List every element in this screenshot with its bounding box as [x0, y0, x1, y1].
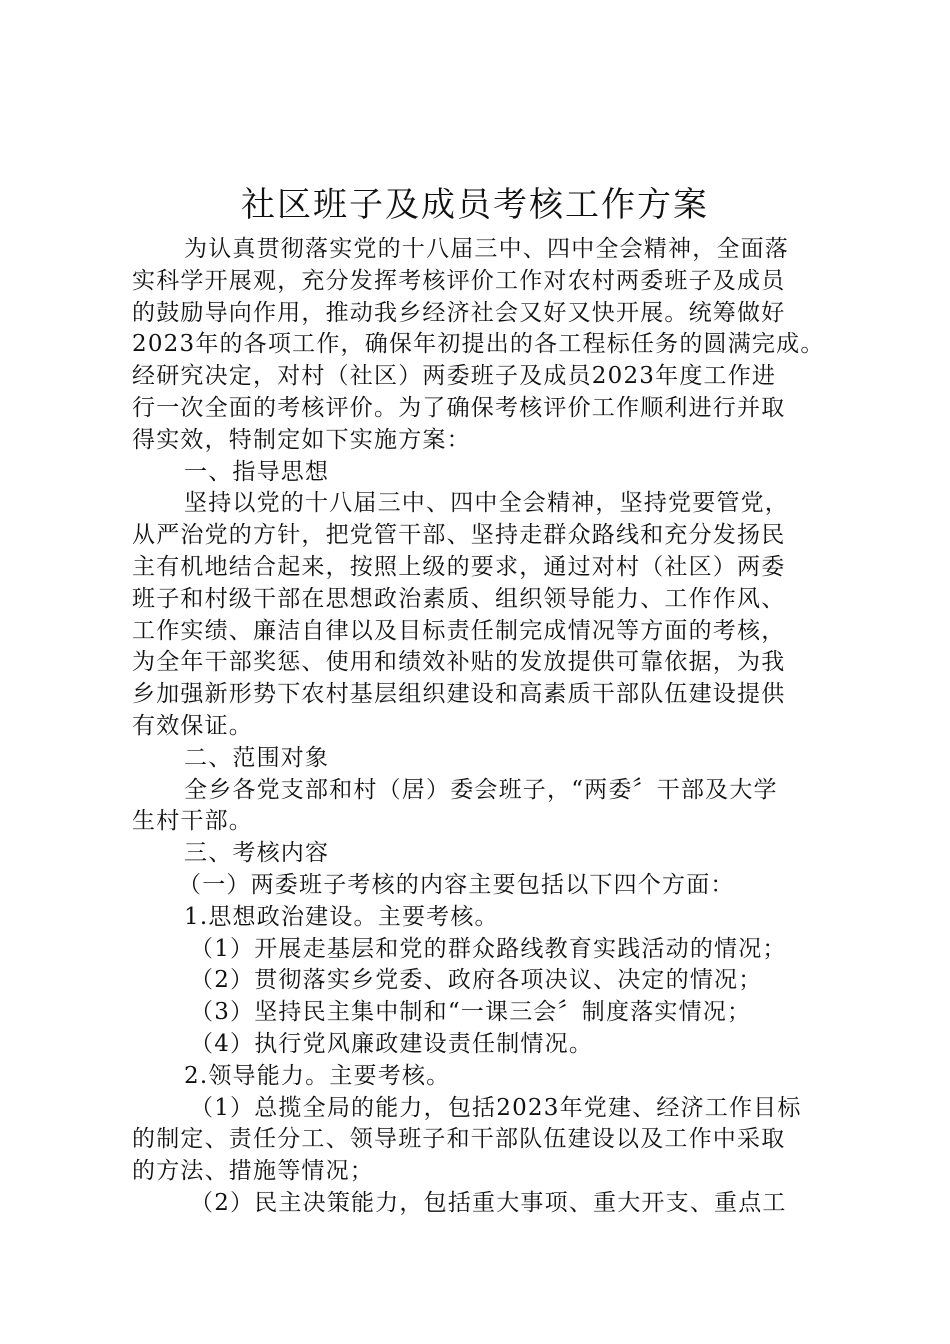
paragraph-line: 为全年干部奖惩、使用和绩效补贴的发放提供可靠依据，为我 — [132, 649, 786, 676]
paragraph-line: 从严治党的方针，把党管干部、坚持走群众路线和充分发扬民 — [132, 522, 786, 549]
list-item: （2）贯彻落实乡党委、政府各项决议、决定的情况； — [190, 967, 763, 994]
list-item: （2）民主决策能力，包括重大事项、重大开支、重点工 — [190, 1189, 787, 1216]
paragraph-line: 为认真贯彻落实党的十八届三中、四中全会精神，全面落 — [184, 236, 789, 262]
paragraph-line: 的制定、责任分工、领导班子和干部队伍建设以及工作中采取 — [132, 1126, 786, 1153]
paragraph-line: 生村干部。 — [132, 808, 253, 835]
document-title: 社区班子及成员考核工作方案 — [241, 185, 709, 225]
paragraph-line: 的鼓励导向作用，推动我乡经济社会又好又快开展。统筹做好 — [132, 299, 786, 326]
list-item: （1）总揽全局的能力，包括2023年党建、经济工作目标 — [190, 1094, 802, 1121]
paragraph-line: 工作实绩、廉洁自律以及目标责任制完成情况等方面的考核， — [132, 617, 786, 644]
list-item: （3）坚持民主集中制和“一课三会〞制度落实情况； — [190, 999, 752, 1026]
paragraph-line: 班子和村级干部在思想政治素质、组织领导能力、工作作风、 — [132, 585, 786, 612]
paragraph-line: 2023年的各项工作，确保年初提出的各工程标任务的圆满完成。 — [132, 331, 825, 358]
paragraph-line: 经研究决定，对村（社区）两委班子及成员2023年度工作进 — [132, 363, 777, 390]
document-body — [132, 234, 832, 1220]
paragraph-line: 实科学开展观，充分发挥考核评价工作对农村两委班子及成员 — [132, 267, 786, 294]
section-heading: 三、考核内容 — [184, 840, 330, 867]
list-item: （1）开展走基层和党的群众路线教育实践活动的情况； — [190, 935, 787, 962]
paragraph-line: 得实效，特制定如下实施方案： — [132, 426, 471, 453]
paragraph-line: 坚持以党的十八届三中、四中全会精神，坚持党要管党， — [184, 490, 789, 517]
paragraph-line: 主有机地结合起来，按照上级的要求，通过对村（社区）两委 — [132, 553, 786, 580]
list-heading: 2.领导能力。主要考核。 — [184, 1062, 451, 1089]
section-heading: 一、指导思想 — [184, 458, 330, 485]
paragraph-line: 乡加强新形势下农村基层组织建设和高素质干部队伍建设提供 — [132, 681, 786, 708]
list-heading: 1.思想政治建设。主要考核。 — [184, 903, 499, 930]
paragraph-line: 的方法、措施等情况； — [132, 1158, 374, 1185]
paragraph-line: 有效保证。 — [132, 712, 253, 739]
list-item: （4）执行党风廉政建设责任制情况。 — [190, 1030, 594, 1057]
subsection-heading: （一）两委班子考核的内容主要包括以下四个方面： — [178, 871, 735, 898]
section-heading: 二、范围对象 — [184, 744, 330, 771]
paragraph-line: 全乡各党支部和村（居）委会班子，“两委〞干部及大学 — [184, 776, 778, 803]
paragraph-line: 行一次全面的考核评价。为了确保考核评价工作顺利进行并取 — [132, 394, 786, 421]
